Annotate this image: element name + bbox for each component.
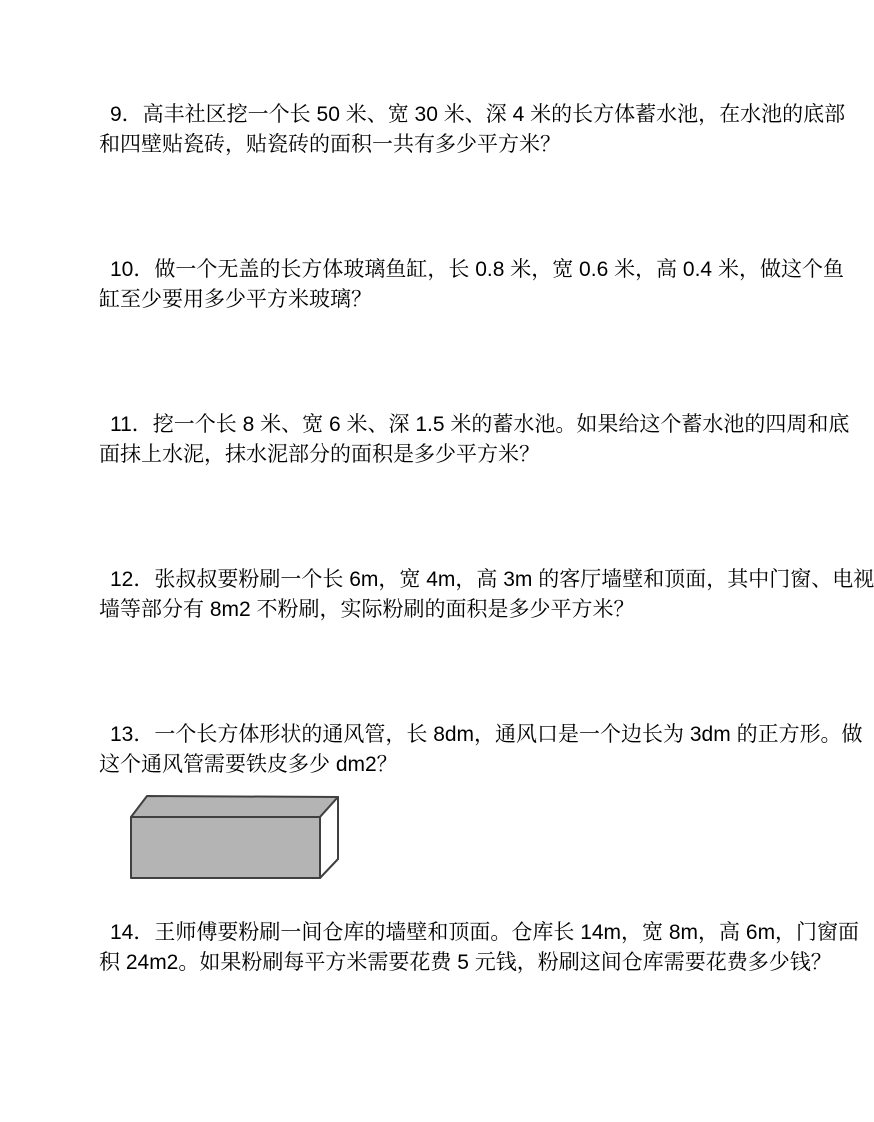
problem-item-13 (99, 720, 863, 780)
problem-line: 墙等部分有 8m2 不粉刷，实际粉刷的面积是多少平方米？ (99, 598, 635, 621)
problem-line: 和四壁贴瓷砖，贴瓷砖的面积一共有多少平方米？ (99, 133, 561, 156)
problem-item-12 (99, 565, 874, 625)
problem-line: 积 24m2。如果粉刷每平方米需要花费 5 元钱，粉刷这间仓库需要花费多少钱？ (99, 951, 832, 974)
problem-item-14 (99, 918, 860, 978)
problem-line: 这个通风管需要铁皮多少 dm2？ (99, 753, 398, 776)
problem-item-11 (99, 410, 850, 470)
cuboid-figure (125, 791, 365, 891)
problem-line: 缸至少要用多少平方米玻璃？ (99, 288, 372, 311)
cuboid-front-face (131, 817, 320, 878)
problem-line: 10．做一个无盖的长方体玻璃鱼缸，长 0.8 米，宽 0.6 米，高 0.4 米，做这个鱼 (110, 258, 844, 281)
problem-line: 11．挖一个长 8 米、宽 6 米、深 1.5 米的蓄水池。如果给这个蓄水池的四周和底 (110, 413, 850, 436)
problem-line: 9．高丰社区挖一个长 50 米、宽 30 米、深 4 米的长方体蓄水池，在水池的底部 (110, 103, 846, 126)
problem-line: 面抹上水泥，抹水泥部分的面积是多少平方米？ (99, 443, 540, 466)
problem-line: 14．王师傅要粉刷一间仓库的墙壁和顶面。仓库长 14m，宽 8m，高 6m，门窗面 (110, 921, 860, 944)
problem-line: 12．张叔叔要粉刷一个长 6m，宽 4m，高 3m 的客厅墙壁和顶面，其中门窗、电视 (110, 568, 874, 591)
problem-item-10 (99, 255, 844, 315)
problem-line: 13．一个长方体形状的通风管，长 8dm，通风口是一个边长为 3dm 的正方形。做 (110, 723, 863, 746)
problem-item-9 (99, 100, 846, 160)
cuboid-top-face (131, 796, 338, 817)
